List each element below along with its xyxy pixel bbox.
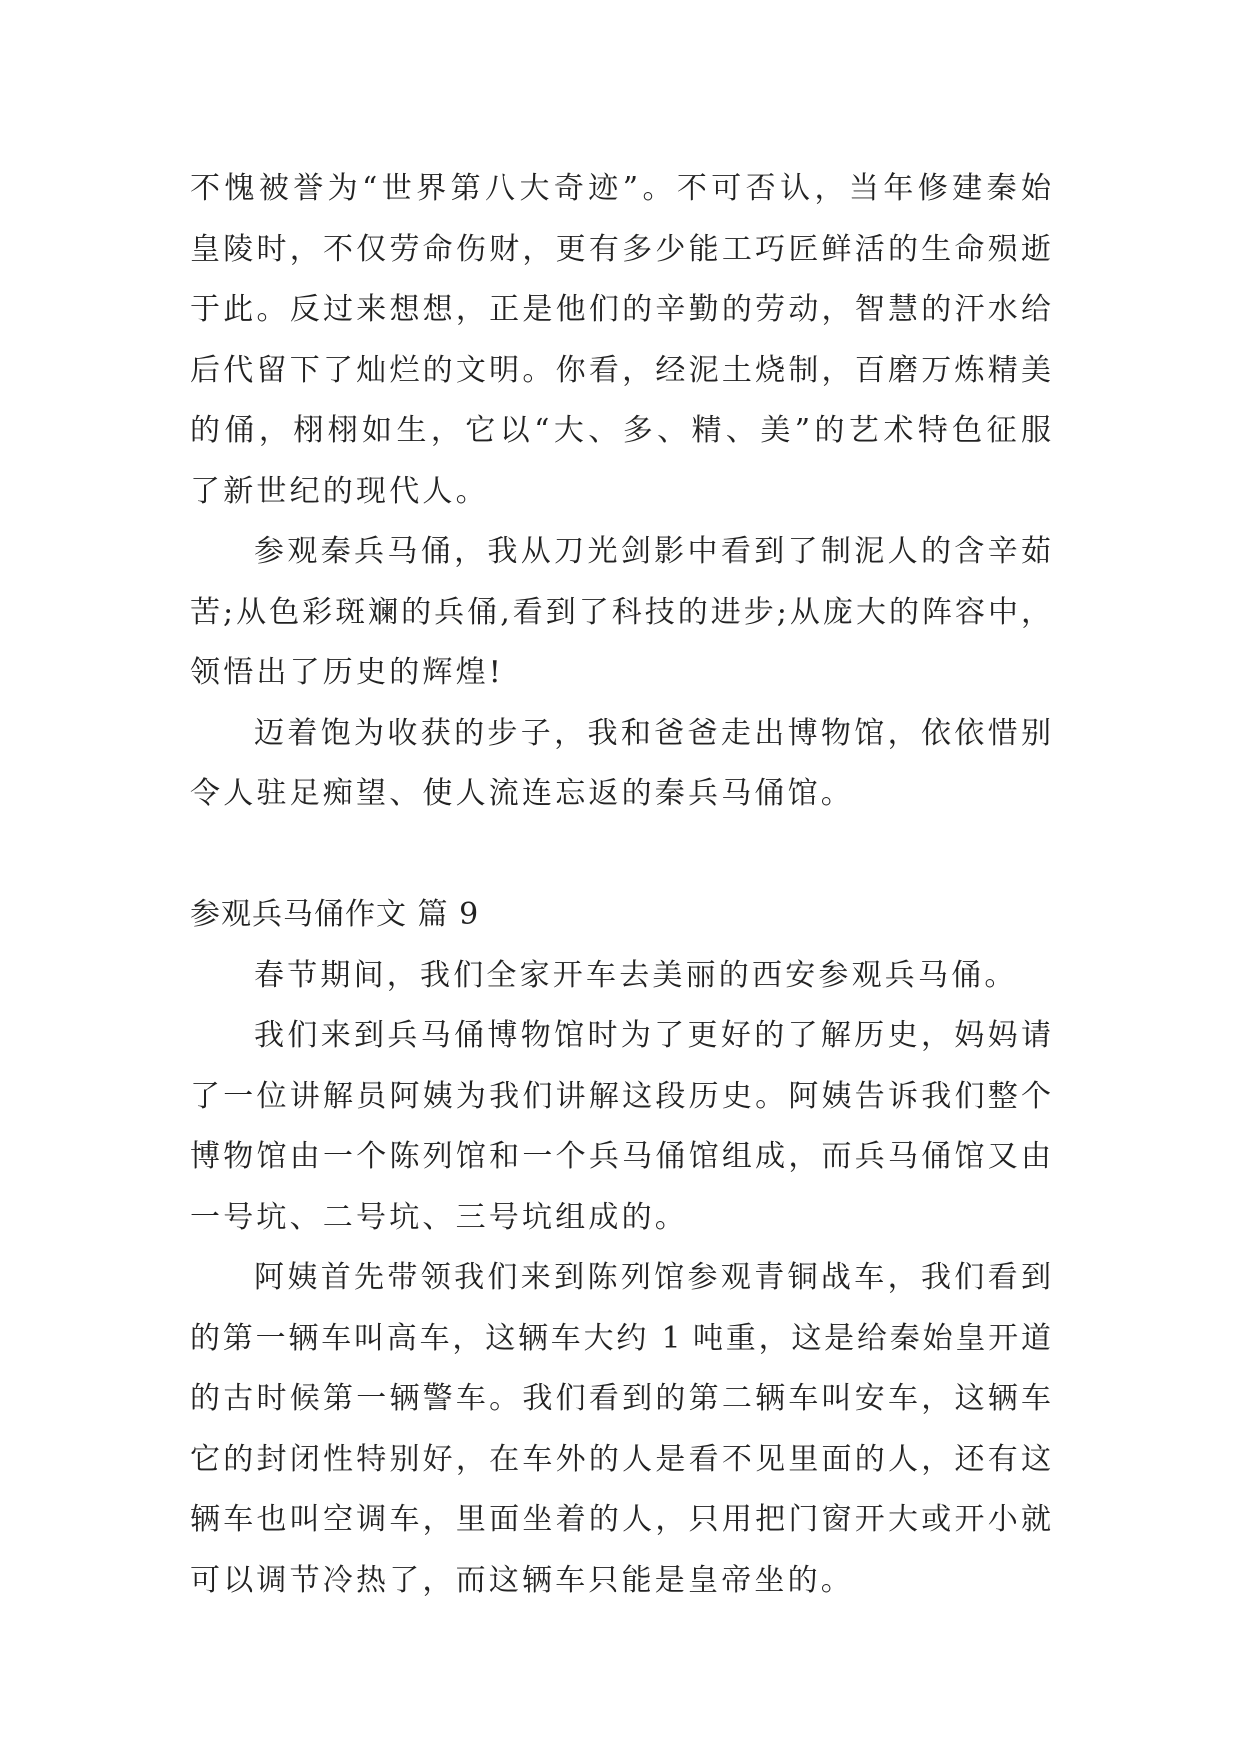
text-line: 令人驻足痴望、使人流连忘返的秦兵马俑馆。 [190, 776, 854, 811]
text-line: 迈着饱为收获的步子，我和爸爸走出博物馆，依依惜别 [254, 715, 1051, 751]
paragraph [190, 1006, 1051, 1248]
text-line: 参观秦兵马俑，我从刀光剑影中看到了制泥人的含辛茹 [254, 534, 1051, 569]
section-heading: 参观兵马俑作文 篇 9 [190, 897, 480, 932]
text-line: 我们来到兵马俑博物馆时为了更好的了解历史，妈妈请 [254, 1018, 1051, 1053]
paragraph [190, 946, 1051, 1007]
text-line: 辆车也叫空调车，里面坐着的人，只用把门窗开大或开小就 [190, 1502, 1051, 1537]
text-line: 皇陵时，不仅劳命伤财，更有多少能工巧匠鲜活的生命殒逝 [190, 231, 1051, 267]
text-line: 后代留下了灿烂的文明。你看，经泥土烧制，百磨万炼精美 [190, 352, 1051, 388]
text-line: 可以调节冷热了，而这辆车只能是皇帝坐的。 [190, 1562, 854, 1598]
text-line: 了新世纪的现代人。 [190, 473, 489, 509]
text-line: 领悟出了历史的辉煌! [190, 655, 505, 690]
paragraph [190, 1248, 1051, 1611]
spacer [190, 825, 1051, 886]
text-line: 的古时候第一辆警车。我们看到的第二辆车叫安车，这辆车 [190, 1381, 1051, 1416]
text-line: 一号坑、二号坑、三号坑组成的。 [190, 1199, 688, 1235]
text-line: 于此。反过来想想，正是他们的辛勤的劳动，智慧的汗水给 [190, 292, 1051, 327]
text-line: 了一位讲解员阿姨为我们讲解这段历史。阿姨告诉我们整个 [190, 1078, 1051, 1114]
text-line: 阿姨首先带领我们来到陈列馆参观青铜战车，我们看到 [254, 1260, 1051, 1295]
document-body [190, 159, 1051, 1611]
text-line: 春节期间，我们全家开车去美丽的西安参观兵马俑。 [254, 957, 1018, 993]
text-line: 的第一辆车叫高车，这辆车大约 1 吨重，这是给秦始皇开道 [190, 1320, 1051, 1356]
text-line: 不愧被誉为“世界第八大奇迹”。不可否认，当年修建秦始 [190, 171, 1051, 206]
text-line: 它的封闭性特别好，在车外的人是看不见里面的人，还有这 [190, 1441, 1051, 1477]
text-line: 博物馆由一个陈列馆和一个兵马俑馆组成，而兵马俑馆又由 [190, 1139, 1051, 1174]
paragraph [190, 159, 1051, 522]
paragraph [190, 522, 1051, 704]
text-line: 的俑，栩栩如生，它以“大、多、精、美”的艺术特色征服 [190, 413, 1051, 448]
paragraph [190, 704, 1051, 825]
text-line: 苦;从色彩斑斓的兵俑,看到了科技的进步;从庞大的阵容中， [190, 594, 1051, 630]
